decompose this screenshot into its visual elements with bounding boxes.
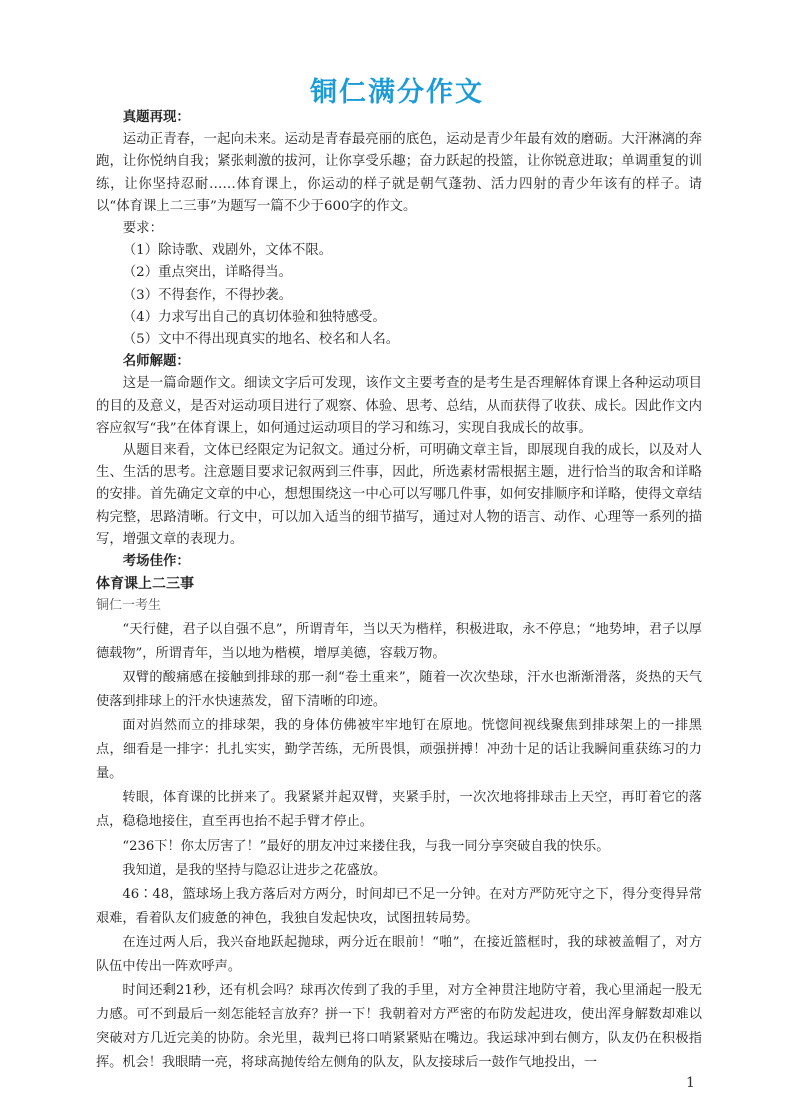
essay-paragraph: 我知道，是我的坚持与隐忍让进步之花盛放。 [122, 862, 387, 878]
essay-paragraph: 在连过两人后，我兴奋地跃起抛球，两分近在眼前！“啪”，在接近篮框时，我的球被盖帽了，对方队伍中传出一阵欢呼声。 [96, 934, 702, 974]
essay-paragraph: “236下！你太厉害了！”最好的朋友冲过来搂住我，与我一同分享突破自我的快乐。 [122, 838, 610, 854]
essay-paragraph: 转眼，体育课的比拼来了。我紧紧并起双臂，夹紧手肘，一次次地将排球击上天空，再盯着它的落点，稳稳地接住，直至再也抬不起手臂才停止。 [96, 790, 702, 830]
analysis-paragraph: 这是一篇命题作文。细读文字后可发现，该作文主要考查的是考生是否理解体育课上各种运动项目的目的及意义，是否对运动项目进行了观察、体验、思考、总结，从而获得了收获、成长。因此作文内容应叙写“我”在体育课上，如何通过运动项目的学习和练习，实现自我成长的故事。 [96, 376, 702, 436]
section-heading-analysis: 名师解题： [122, 354, 190, 370]
section-heading-essay: 考场佳作： [122, 554, 190, 570]
requirement-item: （2）重点突出，详略得当。 [122, 265, 293, 281]
document-body [96, 107, 702, 1075]
essay-author: 铜仁一考生 [96, 598, 162, 614]
analysis-paragraph: 从题目来看，文体已经限定为记叙文。通过分析，可明确文章主旨，即展现自我的成长，以及对人生、生活的思考。注意题目要求记叙两到三件事，因此，所选素材需根据主题，进行恰当的取舍和详略的安排。首先确定文章的中心，想想围绕这一中心可以写哪几件事，如何安排顺序和详略，使得文章结构完整，思路清晰。行文中，可以加入适当的细节描写，通过对人物的语言、动作、心理等一系列的描写，增强文章的表现力。 [96, 443, 702, 547]
requirement-item: （4）力求写出自己的真切体验和独特感受。 [122, 309, 386, 325]
page-number: 1 [686, 1075, 695, 1091]
essay-paragraph: 面对岿然而立的排球架，我的身体仿佛被牢牢地钉在原地。恍惚间视线聚焦到排球架上的一排黑点，细看是一排字：扎扎实实，勤学苦练，无所畏惧，顽强拼搏！冲劲十足的话让我瞬间重获练习的力量。 [96, 718, 702, 782]
essay-body [96, 618, 702, 1076]
prompt-paragraph: 运动正青春，一起向未来。运动是青春最亮丽的底色，运动是青少年最有效的磨砺。大汗淋漓的奔跑，让你悦纳自我；紧张刺激的拔河，让你享受乐趣；奋力跃起的投篮，让你锐意进取；单调重复的训练，让你坚持忍耐……体育课上，你运动的样子就是朝气蓬勃、活力四射的青少年该有的样子。请以“体育课上二三事”为题写一篇不少于600字的作文。 [96, 132, 702, 214]
essay-title: 体育课上二三事 [96, 576, 194, 593]
requirement-item: （5）文中不得出现真实的地名、校名和人名。 [122, 332, 400, 348]
essay-paragraph: “天行健，君子以自强不息”，所谓青年，当以天为楷样，积极进取，永不停息；“地势坤，君子以厚德载物”，所谓青年，当以地为楷模，增厚美德，容载万物。 [96, 621, 702, 661]
requirement-item: （3）不得套作，不得抄袭。 [122, 287, 293, 303]
requirements-label: 要求： [122, 221, 163, 237]
requirement-item: （1）除诗歌、戏剧外，文体不限。 [122, 243, 333, 259]
essay-paragraph: 时间还剩21秒，还有机会吗？球再次传到了我的手里，对方全神贯注地防守着，我心里涌起一股无力感。可不到最后一刻怎能轻言放弃？拼一下！我朝着对方严密的布防发起进攻，使出浑身解数却难以突破对方几近完美的协防。余光里，裁判已将口哨紧紧贴在嘴边。我运球冲到右侧方，队友仍在积极指挥。机会！我眼睛一亮，将球高抛传给左侧角的队友，队友接球后一鼓作气地投出，一 [96, 983, 702, 1071]
page-title: 铜仁满分作文 [310, 77, 484, 108]
essay-paragraph: 双臂的酸痛感在接触到排球的那一刹“卷土重来”，随着一次次垫球，汗水也渐渐滑落，炎热的天气使落到排球上的汗水快速蒸发，留下清晰的印迹。 [96, 669, 702, 709]
essay-paragraph: 46∶48，篮球场上我方落后对方两分，时间却已不足一分钟。在对方严防死守之下，得分变得异常艰难，看着队友们疲惫的神色，我独自发起快攻，试图扭转局势。 [96, 886, 702, 926]
section-heading-prompt: 真题再现： [122, 110, 190, 125]
